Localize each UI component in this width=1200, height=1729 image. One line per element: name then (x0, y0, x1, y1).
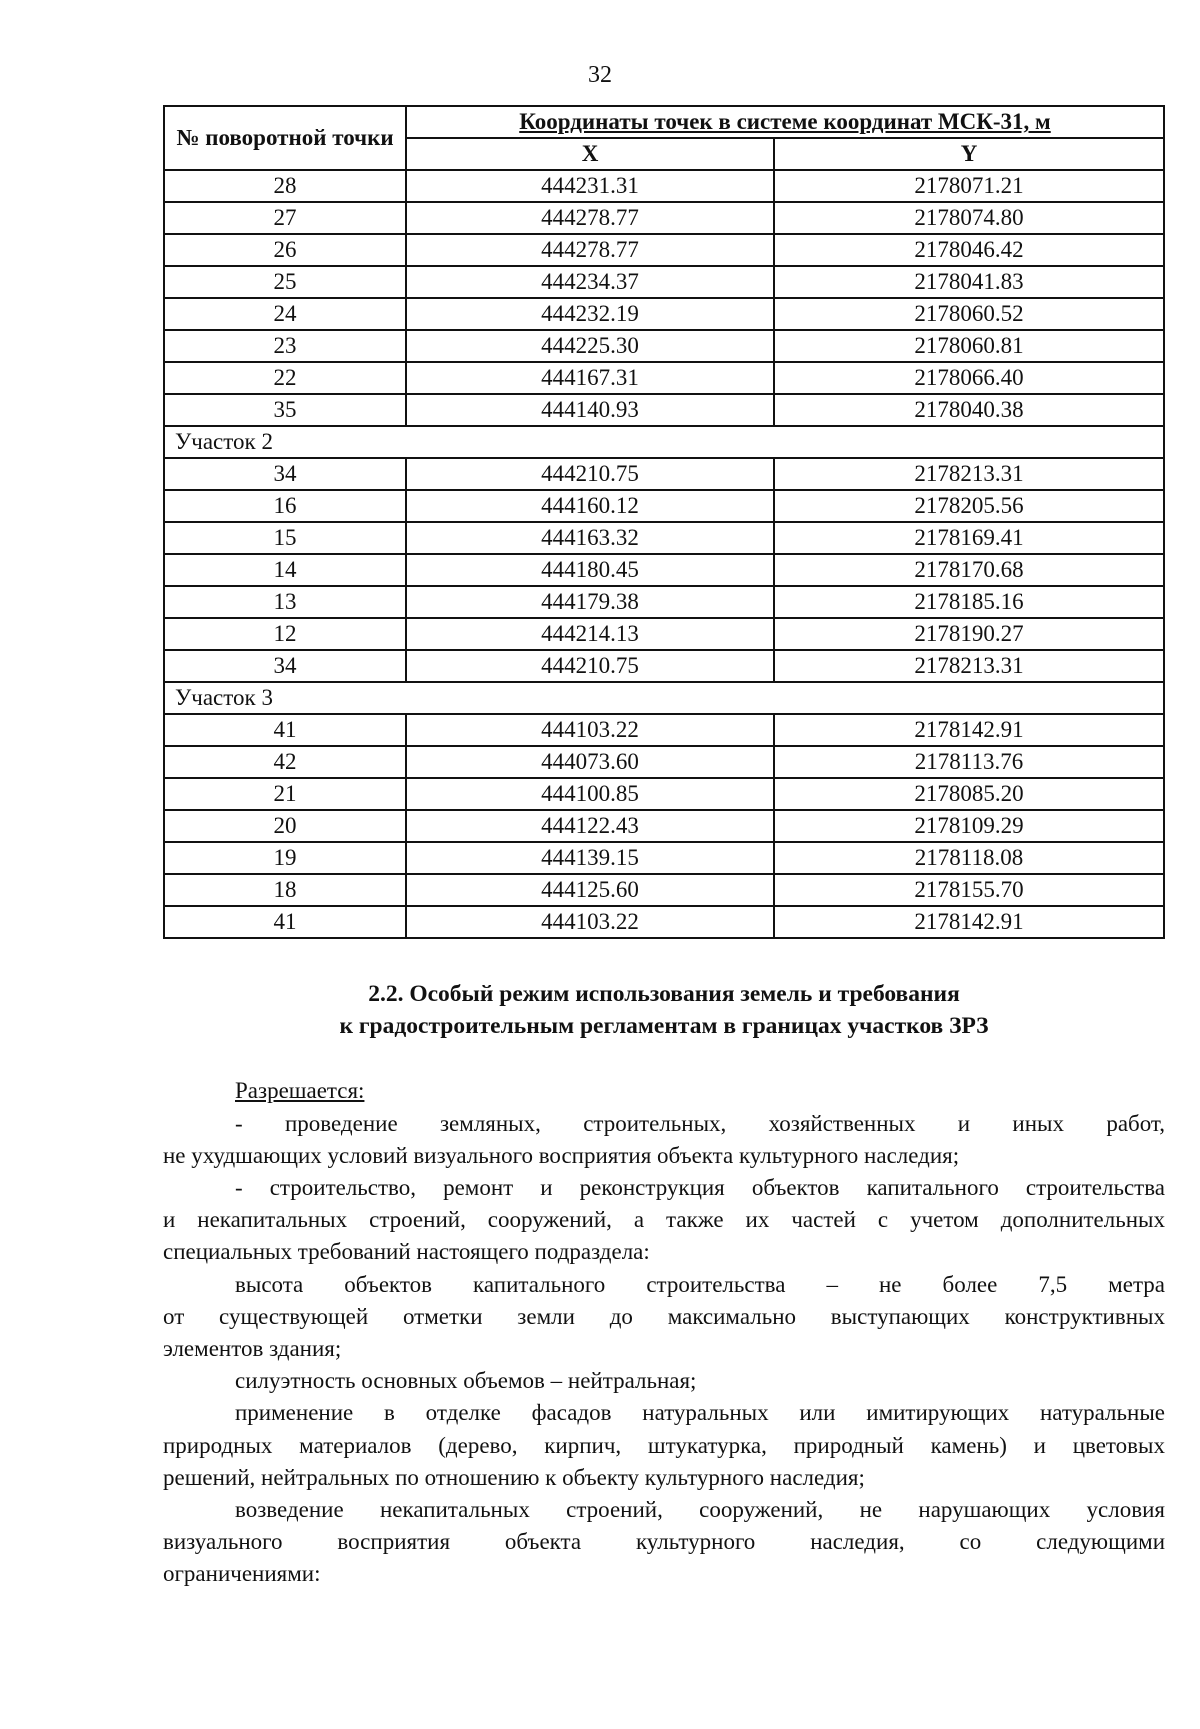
point-number: 27 (164, 202, 406, 234)
point-number: 34 (164, 650, 406, 682)
point-number: 22 (164, 362, 406, 394)
coord-x: 444278.77 (406, 202, 774, 234)
point-number: 19 (164, 842, 406, 874)
coord-x: 444234.37 (406, 266, 774, 298)
allowed-label: Разрешается: (235, 1078, 365, 1104)
point-number: 25 (164, 266, 406, 298)
paragraph-line: - проведение земляных, строительных, хозяйственных и иных работ, (235, 1110, 1165, 1136)
section-heading (163, 978, 1165, 1042)
heading-line: к градостроительным регламентам в границах участков ЗРЗ (339, 1013, 989, 1040)
section-row (164, 426, 1164, 458)
table-row (164, 522, 1164, 554)
header-point-number: № поворотной точки (164, 106, 406, 170)
paragraph-line: возведение некапитальных строений, сооружений, не нарушающих условия (235, 1497, 1165, 1523)
section-row (164, 682, 1164, 714)
point-number: 41 (164, 714, 406, 746)
coord-y: 2178041.83 (774, 266, 1164, 298)
point-number: 34 (164, 458, 406, 490)
coord-y: 2178040.38 (774, 394, 1164, 426)
paragraph-line: высота объектов капитального строительства – не более 7,5 метра (235, 1271, 1165, 1297)
coord-y: 2178142.91 (774, 714, 1164, 746)
paragraph-line: природных материалов (дерево, кирпич, штукатурка, природный камень) и цветовых (163, 1432, 1165, 1458)
point-number: 28 (164, 170, 406, 202)
paragraph-line: ограничениями: (163, 1561, 321, 1587)
header-x: X (406, 138, 774, 170)
coord-y: 2178118.08 (774, 842, 1164, 874)
coord-y: 2178060.81 (774, 330, 1164, 362)
point-number: 15 (164, 522, 406, 554)
paragraph (163, 1172, 1165, 1269)
paragraph-line: применение в отделке фасадов натуральных или имитирующих натуральные (235, 1400, 1165, 1426)
table-row (164, 234, 1164, 266)
coord-x: 444210.75 (406, 650, 774, 682)
coord-y: 2178185.16 (774, 586, 1164, 618)
table-row (164, 330, 1164, 362)
table-row (164, 618, 1164, 650)
coord-x: 444139.15 (406, 842, 774, 874)
table-row (164, 458, 1164, 490)
table-row (164, 874, 1164, 906)
coord-x: 444160.12 (406, 490, 774, 522)
coord-y: 2178169.41 (774, 522, 1164, 554)
paragraph-line: специальных требований настоящего подраздела: (163, 1239, 650, 1265)
point-number: 26 (164, 234, 406, 266)
coordinates-table (163, 105, 1165, 939)
coord-x: 444278.77 (406, 234, 774, 266)
table-row (164, 554, 1164, 586)
point-number: 23 (164, 330, 406, 362)
point-number: 24 (164, 298, 406, 330)
coord-y: 2178085.20 (774, 778, 1164, 810)
paragraph-line: - строительство, ремонт и реконструкция объектов капитального строительства (235, 1175, 1165, 1201)
coord-x: 444163.32 (406, 522, 774, 554)
paragraph-line: решений, нейтральных по отношению к объекту культурного наследия; (163, 1464, 865, 1490)
section-label: Участок 3 (164, 682, 1164, 714)
table-row (164, 490, 1164, 522)
coord-y: 2178109.29 (774, 810, 1164, 842)
coord-y: 2178142.91 (774, 906, 1164, 938)
table-row (164, 586, 1164, 618)
header-y: Y (774, 138, 1164, 170)
coord-y: 2178213.31 (774, 458, 1164, 490)
point-number: 18 (164, 874, 406, 906)
point-number: 12 (164, 618, 406, 650)
coord-y: 2178113.76 (774, 746, 1164, 778)
coord-x: 444214.13 (406, 618, 774, 650)
coord-y: 2178170.68 (774, 554, 1164, 586)
table-row (164, 394, 1164, 426)
paragraph-line: от существующей отметки земли до максимально выступающих конструктивных (163, 1303, 1165, 1329)
table-row (164, 650, 1164, 682)
table-row (164, 362, 1164, 394)
coord-x: 444140.93 (406, 394, 774, 426)
heading-line: 2.2. Особый режим использования земель и требования (368, 981, 960, 1007)
point-number: 14 (164, 554, 406, 586)
point-number: 16 (164, 490, 406, 522)
section-text (163, 978, 1165, 1591)
table-row (164, 906, 1164, 938)
coord-x: 444125.60 (406, 874, 774, 906)
coord-x: 444100.85 (406, 778, 774, 810)
coord-y: 2178046.42 (774, 234, 1164, 266)
paragraph (163, 1397, 1165, 1494)
point-number: 20 (164, 810, 406, 842)
paragraph (163, 1269, 1165, 1366)
header-coordinates: Координаты точек в системе координат МСК-31, м (406, 106, 1164, 138)
point-number: 13 (164, 586, 406, 618)
coord-y: 2178213.31 (774, 650, 1164, 682)
coord-x: 444231.31 (406, 170, 774, 202)
paragraph (163, 1108, 1165, 1172)
table-row (164, 746, 1164, 778)
table-row (164, 298, 1164, 330)
coord-y: 2178071.21 (774, 170, 1164, 202)
coord-x: 444073.60 (406, 746, 774, 778)
coord-y: 2178190.27 (774, 618, 1164, 650)
point-number: 41 (164, 906, 406, 938)
coord-x: 444103.22 (406, 714, 774, 746)
coord-y: 2178205.56 (774, 490, 1164, 522)
paragraph-line: силуэтность основных объемов – нейтральная; (235, 1368, 697, 1394)
table-row (164, 202, 1164, 234)
paragraph-line: и некапитальных строений, сооружений, а также их частей с учетом дополнительных (163, 1207, 1165, 1233)
coord-y: 2178155.70 (774, 874, 1164, 906)
section-label: Участок 2 (164, 426, 1164, 458)
table-row (164, 842, 1164, 874)
coord-x: 444167.31 (406, 362, 774, 394)
page-number: 32 (588, 62, 612, 88)
point-number: 21 (164, 778, 406, 810)
coord-x: 444103.22 (406, 906, 774, 938)
table-row (164, 810, 1164, 842)
coord-y: 2178066.40 (774, 362, 1164, 394)
coord-x: 444179.38 (406, 586, 774, 618)
paragraph-line: элементов здания; (163, 1336, 342, 1362)
coord-x: 444210.75 (406, 458, 774, 490)
paragraph (163, 1365, 1165, 1397)
coord-y: 2178074.80 (774, 202, 1164, 234)
point-number: 35 (164, 394, 406, 426)
coord-x: 444122.43 (406, 810, 774, 842)
table-row (164, 170, 1164, 202)
table-row (164, 266, 1164, 298)
coord-x: 444225.30 (406, 330, 774, 362)
table-row (164, 778, 1164, 810)
paragraph-line: не ухудшающих условий визуального восприятия объекта культурного наследия; (163, 1142, 960, 1168)
paragraph-line: визуального восприятия объекта культурного наследия, со следующими (163, 1529, 1165, 1555)
paragraph (163, 1494, 1165, 1591)
table-row (164, 714, 1164, 746)
coord-x: 444180.45 (406, 554, 774, 586)
point-number: 42 (164, 746, 406, 778)
coord-y: 2178060.52 (774, 298, 1164, 330)
coord-x: 444232.19 (406, 298, 774, 330)
